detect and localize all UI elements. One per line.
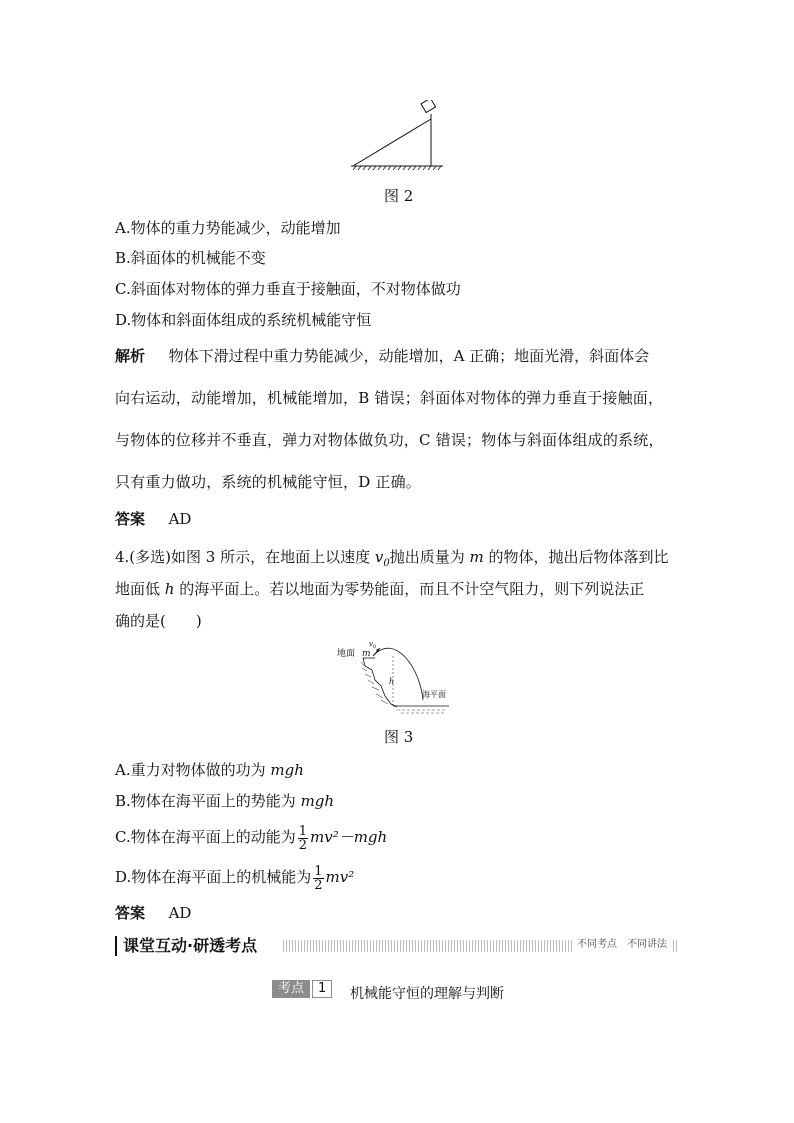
- section-banner: [115, 936, 677, 956]
- kaodian-number: 1: [312, 980, 332, 998]
- q4-text: 抛出质量为: [389, 548, 470, 566]
- fraction-one-half: [298, 825, 308, 852]
- fig3-sea-label: 海平面: [422, 690, 446, 699]
- q4-stem-line-1: [115, 547, 669, 574]
- figure-2-caption: 图 2: [384, 187, 414, 205]
- q4-text: 的物体，抛出后物体落到比: [483, 548, 669, 566]
- q3-analysis-line-2: 向右运动，动能增加，机械能增加，B 错误；斜面体对物体的弹力垂直于接触面，: [115, 389, 664, 407]
- q4-option-d: [115, 862, 354, 892]
- fraction-denominator: 2: [314, 877, 323, 893]
- option-math: mv²－mgh: [310, 828, 388, 846]
- fraction-numerator: 1: [314, 863, 323, 879]
- answer-value: AD: [168, 904, 192, 922]
- option-math: mv²: [325, 868, 355, 886]
- fraction-denominator: 2: [298, 837, 307, 853]
- answer-label: 答案: [115, 510, 146, 528]
- q4-text: 4.(多选)如图 3 所示，在地面上以速度: [115, 548, 375, 566]
- fraction-numerator: 1: [298, 823, 307, 839]
- answer-value: AD: [168, 510, 192, 528]
- analysis-text: 物体下滑过程中重力势能减少，动能增加，A 正确；地面光滑，斜面体会: [168, 347, 650, 365]
- banner-title: 课堂互动·研透考点: [115, 936, 257, 956]
- option-text: C.物体在海平面上的动能为: [115, 828, 296, 846]
- q4-v0: [374, 548, 390, 569]
- figure-3-projectile-diagram: [335, 640, 460, 718]
- option-text: A.重力对物体做的功为: [115, 761, 271, 779]
- banner-right-text: 不同考点 不同讲法: [573, 938, 671, 952]
- v-symbol: v: [374, 548, 384, 566]
- q4-text: 地面低: [115, 580, 165, 598]
- analysis-label: 解析: [115, 347, 146, 365]
- kaodian-title: 机械能守恒的理解与判断: [350, 986, 504, 1002]
- q3-analysis-line-4: 只有重力做功，系统的机械能守恒，D 正确。: [115, 473, 421, 491]
- fig3-velocity-sub: 0: [373, 644, 377, 650]
- q4-stem-line-3: 确的是( ): [115, 612, 202, 630]
- kaodian-badge: [272, 980, 332, 998]
- q3-option-d: D.物体和斜面体组成的系统机械能守恒: [115, 311, 372, 329]
- fig3-mass-label: m: [362, 649, 371, 659]
- q3-analysis-line-3: 与物体的位移并不垂直，弹力对物体做负功，C 错误；物体与斜面体组成的系统，: [115, 431, 664, 449]
- q4-option-c: [115, 822, 387, 852]
- m-symbol: m: [469, 548, 484, 566]
- q3-answer: [115, 509, 191, 529]
- fig3-ground-label: 地面: [337, 649, 356, 659]
- fig3-velocity-label: v: [369, 640, 373, 648]
- kaodian-label: 考点: [272, 980, 310, 998]
- q4-stem-line-2: [115, 579, 644, 599]
- fraction-one-half: [313, 865, 323, 892]
- answer-label: 答案: [115, 904, 146, 922]
- fig3-height-label: h: [389, 677, 395, 686]
- option-text: B.物体在海平面上的势能为: [115, 792, 301, 810]
- q3-option-a: A.物体的重力势能减少，动能增加: [115, 219, 341, 237]
- q4-text: 的海平面上。若以地面为零势能面，而且不计空气阻力，则下列说法正: [174, 580, 645, 598]
- h-symbol: h: [164, 580, 175, 598]
- q4-option-a: [115, 760, 304, 780]
- q3-option-c: C.斜面体对物体的弹力垂直于接触面，不对物体做功: [115, 280, 461, 298]
- q4-answer: [115, 903, 191, 923]
- q3-option-b: B.斜面体的机械能不变: [115, 249, 266, 267]
- v-subscript: 0: [383, 558, 390, 569]
- q4-option-b: [115, 791, 334, 811]
- option-text: D.物体在海平面上的机械能为: [115, 868, 312, 886]
- option-math: mgh: [300, 792, 335, 810]
- q3-analysis-line-1: [115, 346, 649, 366]
- figure-2-incline-diagram: [345, 100, 450, 172]
- option-math: mgh: [270, 761, 304, 779]
- figure-3-caption: 图 3: [384, 728, 414, 746]
